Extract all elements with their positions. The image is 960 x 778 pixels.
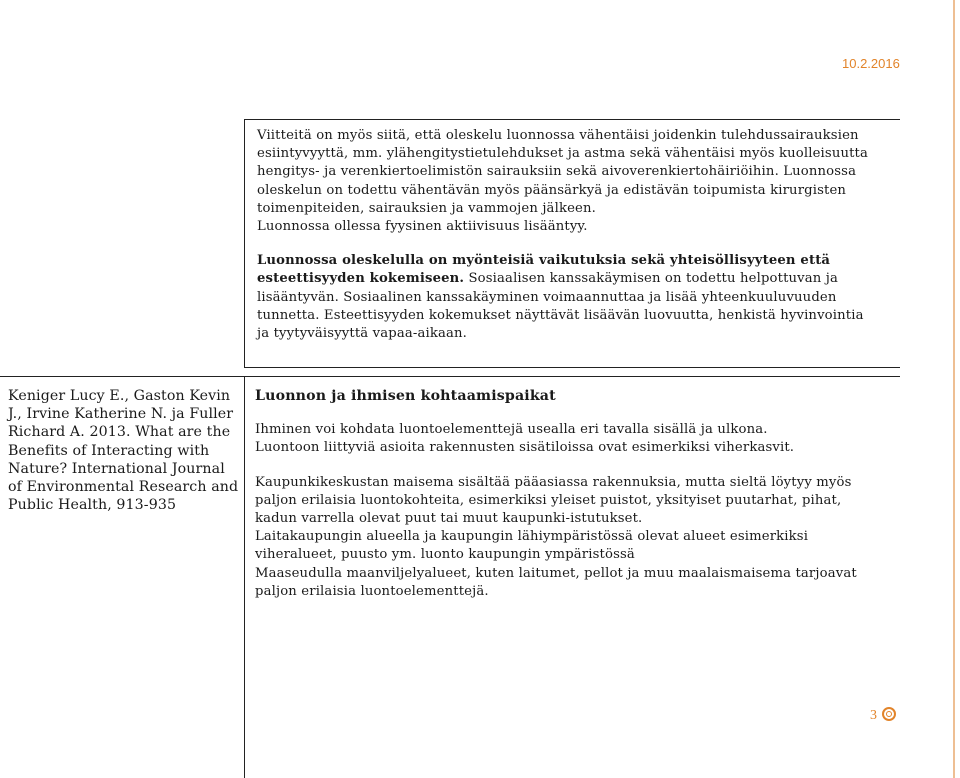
text-line: toimenpiteiden, sairauksien ja vammojen jälkeen. [257, 200, 596, 216]
text-line: kadun varrella olevat puut tai muut kaupunki-istutukset. [255, 511, 643, 527]
summary-text-box [244, 119, 900, 368]
concentric-circles-icon [882, 707, 896, 721]
citation-line: J., Irvine Katherine N. ja Fuller [8, 406, 234, 423]
citation-line: Nature? International Journal [8, 460, 225, 477]
citation-line: of Environmental Research and [8, 479, 239, 496]
vertical-divider [244, 377, 245, 778]
citation-line: Benefits of Interacting with [8, 442, 210, 459]
bold-text-line: Luonnossa oleskelulla on myönteisiä vaikutuksia sekä yhteisöllisyyteen että [257, 253, 831, 269]
text-line: Luontoon liittyviä asioita rakennusten sisätiloissa ovat esimerkiksi viherkasvit. [255, 440, 795, 456]
text-line: esiintyvyyttä, mm. ylähengitystietulehdukset ja astma sekä vähentäisi myös kuolleisuutta [257, 146, 869, 162]
reference-citation [8, 387, 240, 514]
citation-line: Richard A. 2013. What are the [8, 424, 231, 441]
bold-text-line: esteettisyyden kokemiseen. [257, 271, 465, 287]
text-line: viheralueet, puusto ym. luonto kaupungin ympäristössä [255, 547, 635, 563]
citation-line: Public Health, 913-935 [8, 497, 177, 514]
horizontal-divider [0, 376, 900, 377]
citation-line: Keniger Lucy E., Gaston Kevin [8, 388, 231, 404]
right-accent-border [953, 0, 955, 778]
section-paragraph-2 [255, 474, 895, 601]
meeting-places-section [255, 387, 895, 601]
text-line: paljon erilaisia luontoelementtejä. [255, 583, 489, 599]
text-line: ja tyytyväisyyttä vapaa-aikaan. [257, 326, 468, 342]
text-line: Kaupunkikeskustan maisema sisältää pääasiassa rakennuksia, mutta sieltä löytyy myös [255, 474, 852, 490]
page-number: 3 [870, 708, 877, 723]
slide-date: 10.2.2016 [842, 56, 900, 71]
text-line: Ihminen voi kohdata luontoelementtejä usealla eri tavalla sisällä ja ulkona. [255, 422, 768, 438]
text-line: Sosiaalisen kanssakäymisen on todettu helpottuvan ja [464, 271, 839, 287]
text-line: oleskelun on todettu vähentävän myös päänsärkyä ja edistävän toipumista kirurgisten [257, 182, 847, 198]
section-paragraph-1 [255, 421, 895, 457]
text-line: Maaseudulla maanviljelyalueet, kuten laitumet, pellot ja muu maalaismaisema tarjoavat [255, 565, 857, 581]
summary-paragraph-2 [257, 252, 900, 343]
text-line: Viitteitä on myös siitä, että oleskelu luonnossa vähentäisi joidenkin tulehdussairauksien [257, 128, 859, 143]
text-line: paljon erilaisia luontokohteita, esimerkiksi yleiset puistot, yksityiset puutarhat, pihat, [255, 492, 842, 508]
section-title: Luonnon ja ihmisen kohtaamispaikat [255, 388, 556, 404]
summary-paragraph-1 [257, 127, 900, 236]
text-line: Laitakaupungin alueella ja kaupungin lähiympäristössä olevat alueet esimerkiksi [255, 529, 809, 545]
text-line: Luonnossa ollessa fyysinen aktiivisuus lisääntyy. [257, 219, 588, 235]
text-line: hengitys- ja verenkiertoelimistön sairauksiin sekä aivoverenkiertohäiriöihin. Luonnossa [257, 164, 857, 180]
text-line: lisääntyvän. Sosiaalinen kanssakäyminen voimaannuttaa ja lisää yhteenkuuluvuuden [257, 289, 837, 305]
text-line: tunnetta. Esteettisyyden kokemukset näyttävät lisäävän luovuutta, henkistä hyvinvointia [257, 307, 864, 323]
